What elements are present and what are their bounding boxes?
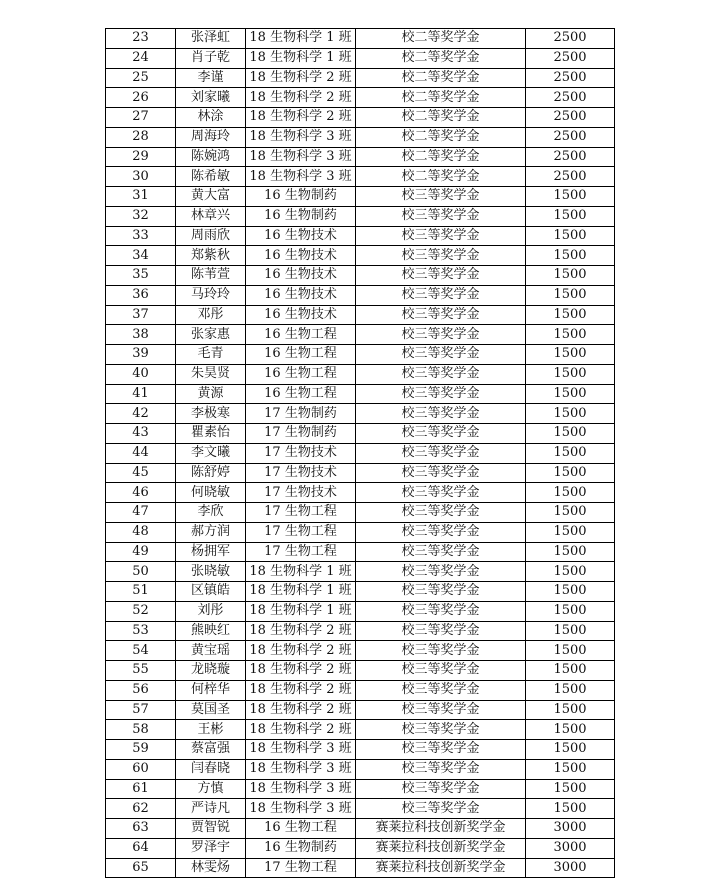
student-name-cell: 肖子乾 <box>176 48 246 68</box>
award-amount-cell: 1500 <box>526 206 615 226</box>
award-name-cell: 赛莱拉科技创新奖学金 <box>356 858 526 878</box>
row-number-cell: 34 <box>106 246 176 266</box>
class-cell: 17 生物工程 <box>246 858 356 878</box>
class-cell: 18 生物科学 2 班 <box>246 108 356 128</box>
class-cell: 16 生物工程 <box>246 384 356 404</box>
row-number-cell: 25 <box>106 68 176 88</box>
award-amount-cell: 2500 <box>526 147 615 167</box>
award-amount-cell: 1500 <box>526 364 615 384</box>
class-cell: 16 生物工程 <box>246 325 356 345</box>
student-name-cell: 严诗凡 <box>176 799 246 819</box>
row-number-cell: 46 <box>106 483 176 503</box>
row-number-cell: 57 <box>106 700 176 720</box>
class-cell: 18 生物科学 3 班 <box>246 127 356 147</box>
award-name-cell: 校三等奖学金 <box>356 226 526 246</box>
award-name-cell: 校二等奖学金 <box>356 127 526 147</box>
award-amount-cell: 1500 <box>526 246 615 266</box>
student-name-cell: 周雨欣 <box>176 226 246 246</box>
award-amount-cell: 3000 <box>526 838 615 858</box>
row-number-cell: 30 <box>106 167 176 187</box>
row-number-cell: 38 <box>106 325 176 345</box>
row-number-cell: 33 <box>106 226 176 246</box>
table-row <box>106 127 615 147</box>
award-name-cell: 校三等奖学金 <box>356 463 526 483</box>
award-name-cell: 校二等奖学金 <box>356 88 526 108</box>
table-row <box>106 759 615 779</box>
award-amount-cell: 1500 <box>526 503 615 523</box>
row-number-cell: 35 <box>106 266 176 286</box>
row-number-cell: 31 <box>106 187 176 207</box>
award-amount-cell: 1500 <box>526 522 615 542</box>
student-name-cell: 莫国圣 <box>176 700 246 720</box>
student-name-cell: 马玲玲 <box>176 285 246 305</box>
student-name-cell: 陈婉鸿 <box>176 147 246 167</box>
row-number-cell: 43 <box>106 424 176 444</box>
award-amount-cell: 1500 <box>526 601 615 621</box>
table-row <box>106 799 615 819</box>
table-row <box>106 285 615 305</box>
scholarship-table-body <box>106 29 615 878</box>
award-name-cell: 校三等奖学金 <box>356 522 526 542</box>
row-number-cell: 23 <box>106 29 176 49</box>
class-cell: 16 生物技术 <box>246 285 356 305</box>
row-number-cell: 32 <box>106 206 176 226</box>
table-row <box>106 88 615 108</box>
award-name-cell: 校三等奖学金 <box>356 424 526 444</box>
student-name-cell: 郑紫秋 <box>176 246 246 266</box>
award-amount-cell: 1500 <box>526 740 615 760</box>
award-name-cell: 校三等奖学金 <box>356 246 526 266</box>
award-amount-cell: 1500 <box>526 680 615 700</box>
table-row <box>106 364 615 384</box>
student-name-cell: 黄宝瑶 <box>176 641 246 661</box>
student-name-cell: 李欣 <box>176 503 246 523</box>
table-row <box>106 838 615 858</box>
class-cell: 18 生物科学 2 班 <box>246 680 356 700</box>
award-amount-cell: 1500 <box>526 759 615 779</box>
table-row <box>106 384 615 404</box>
award-name-cell: 校三等奖学金 <box>356 364 526 384</box>
student-name-cell: 张晓敏 <box>176 562 246 582</box>
class-cell: 18 生物科学 2 班 <box>246 720 356 740</box>
table-row <box>106 266 615 286</box>
student-name-cell: 刘彤 <box>176 601 246 621</box>
award-name-cell: 校三等奖学金 <box>356 680 526 700</box>
student-name-cell: 贾智锐 <box>176 819 246 839</box>
student-name-cell: 林涂 <box>176 108 246 128</box>
row-number-cell: 60 <box>106 759 176 779</box>
student-name-cell: 邓彤 <box>176 305 246 325</box>
award-name-cell: 校三等奖学金 <box>356 799 526 819</box>
award-amount-cell: 2500 <box>526 108 615 128</box>
award-amount-cell: 1500 <box>526 542 615 562</box>
award-amount-cell: 1500 <box>526 285 615 305</box>
award-amount-cell: 1500 <box>526 325 615 345</box>
row-number-cell: 47 <box>106 503 176 523</box>
award-amount-cell: 1500 <box>526 345 615 365</box>
award-amount-cell: 1500 <box>526 424 615 444</box>
class-cell: 17 生物工程 <box>246 522 356 542</box>
table-row <box>106 147 615 167</box>
student-name-cell: 郝方润 <box>176 522 246 542</box>
award-name-cell: 校三等奖学金 <box>356 285 526 305</box>
table-row <box>106 167 615 187</box>
table-row <box>106 226 615 246</box>
row-number-cell: 49 <box>106 542 176 562</box>
student-name-cell: 蔡富强 <box>176 740 246 760</box>
row-number-cell: 28 <box>106 127 176 147</box>
table-row <box>106 680 615 700</box>
row-number-cell: 55 <box>106 661 176 681</box>
student-name-cell: 林雯炀 <box>176 858 246 878</box>
award-name-cell: 校三等奖学金 <box>356 503 526 523</box>
class-cell: 18 生物科学 1 班 <box>246 601 356 621</box>
class-cell: 17 生物工程 <box>246 503 356 523</box>
class-cell: 16 生物技术 <box>246 246 356 266</box>
award-amount-cell: 1500 <box>526 700 615 720</box>
student-name-cell: 陈舒婷 <box>176 463 246 483</box>
class-cell: 16 生物工程 <box>246 345 356 365</box>
class-cell: 18 生物科学 3 班 <box>246 779 356 799</box>
award-name-cell: 校三等奖学金 <box>356 562 526 582</box>
award-amount-cell: 1500 <box>526 443 615 463</box>
class-cell: 18 生物科学 3 班 <box>246 147 356 167</box>
class-cell: 17 生物技术 <box>246 463 356 483</box>
class-cell: 18 生物科学 2 班 <box>246 88 356 108</box>
row-number-cell: 61 <box>106 779 176 799</box>
class-cell: 18 生物科学 1 班 <box>246 48 356 68</box>
table-row <box>106 463 615 483</box>
award-name-cell: 赛莱拉科技创新奖学金 <box>356 838 526 858</box>
student-name-cell: 张家惠 <box>176 325 246 345</box>
award-name-cell: 赛莱拉科技创新奖学金 <box>356 819 526 839</box>
award-amount-cell: 1500 <box>526 582 615 602</box>
row-number-cell: 56 <box>106 680 176 700</box>
award-name-cell: 校二等奖学金 <box>356 108 526 128</box>
table-row <box>106 522 615 542</box>
student-name-cell: 何梓华 <box>176 680 246 700</box>
class-cell: 16 生物工程 <box>246 819 356 839</box>
award-name-cell: 校三等奖学金 <box>356 700 526 720</box>
table-row <box>106 325 615 345</box>
table-row <box>106 562 615 582</box>
award-name-cell: 校二等奖学金 <box>356 68 526 88</box>
award-name-cell: 校三等奖学金 <box>356 443 526 463</box>
award-amount-cell: 1500 <box>526 226 615 246</box>
table-row <box>106 443 615 463</box>
table-row <box>106 424 615 444</box>
student-name-cell: 王彬 <box>176 720 246 740</box>
class-cell: 18 生物科学 3 班 <box>246 167 356 187</box>
award-name-cell: 校三等奖学金 <box>356 206 526 226</box>
award-name-cell: 校三等奖学金 <box>356 384 526 404</box>
award-amount-cell: 2500 <box>526 167 615 187</box>
row-number-cell: 36 <box>106 285 176 305</box>
award-amount-cell: 2500 <box>526 88 615 108</box>
row-number-cell: 24 <box>106 48 176 68</box>
class-cell: 16 生物制药 <box>246 838 356 858</box>
award-name-cell: 校二等奖学金 <box>356 147 526 167</box>
table-row <box>106 246 615 266</box>
award-name-cell: 校三等奖学金 <box>356 621 526 641</box>
table-row <box>106 305 615 325</box>
class-cell: 16 生物制药 <box>246 206 356 226</box>
award-amount-cell: 2500 <box>526 68 615 88</box>
award-amount-cell: 1500 <box>526 779 615 799</box>
table-row <box>106 779 615 799</box>
award-amount-cell: 2500 <box>526 48 615 68</box>
class-cell: 17 生物技术 <box>246 483 356 503</box>
table-row <box>106 503 615 523</box>
row-number-cell: 63 <box>106 819 176 839</box>
row-number-cell: 58 <box>106 720 176 740</box>
row-number-cell: 44 <box>106 443 176 463</box>
table-row <box>106 621 615 641</box>
row-number-cell: 42 <box>106 404 176 424</box>
class-cell: 18 生物科学 3 班 <box>246 759 356 779</box>
table-row <box>106 483 615 503</box>
award-amount-cell: 2500 <box>526 29 615 49</box>
row-number-cell: 59 <box>106 740 176 760</box>
award-name-cell: 校三等奖学金 <box>356 641 526 661</box>
student-name-cell: 林章兴 <box>176 206 246 226</box>
row-number-cell: 40 <box>106 364 176 384</box>
student-name-cell: 李谨 <box>176 68 246 88</box>
award-name-cell: 校三等奖学金 <box>356 661 526 681</box>
award-name-cell: 校二等奖学金 <box>356 29 526 49</box>
class-cell: 16 生物技术 <box>246 226 356 246</box>
student-name-cell: 杨拥军 <box>176 542 246 562</box>
row-number-cell: 48 <box>106 522 176 542</box>
student-name-cell: 黄大富 <box>176 187 246 207</box>
award-name-cell: 校三等奖学金 <box>356 305 526 325</box>
row-number-cell: 53 <box>106 621 176 641</box>
award-name-cell: 校三等奖学金 <box>356 187 526 207</box>
student-name-cell: 黄源 <box>176 384 246 404</box>
class-cell: 16 生物制药 <box>246 187 356 207</box>
table-row <box>106 661 615 681</box>
student-name-cell: 陈希敏 <box>176 167 246 187</box>
class-cell: 18 生物科学 1 班 <box>246 582 356 602</box>
table-row <box>106 601 615 621</box>
class-cell: 18 生物科学 2 班 <box>246 621 356 641</box>
class-cell: 18 生物科学 2 班 <box>246 700 356 720</box>
award-name-cell: 校三等奖学金 <box>356 542 526 562</box>
table-row <box>106 819 615 839</box>
award-amount-cell: 1500 <box>526 799 615 819</box>
student-name-cell: 罗泽宇 <box>176 838 246 858</box>
table-row <box>106 720 615 740</box>
award-name-cell: 校三等奖学金 <box>356 483 526 503</box>
class-cell: 16 生物工程 <box>246 364 356 384</box>
student-name-cell: 李极寒 <box>176 404 246 424</box>
table-row <box>106 740 615 760</box>
award-name-cell: 校三等奖学金 <box>356 404 526 424</box>
row-number-cell: 39 <box>106 345 176 365</box>
student-name-cell: 张泽虹 <box>176 29 246 49</box>
student-name-cell: 方慎 <box>176 779 246 799</box>
award-amount-cell: 1500 <box>526 483 615 503</box>
class-cell: 18 生物科学 2 班 <box>246 641 356 661</box>
award-name-cell: 校三等奖学金 <box>356 601 526 621</box>
award-name-cell: 校三等奖学金 <box>356 345 526 365</box>
class-cell: 17 生物工程 <box>246 542 356 562</box>
award-amount-cell: 1500 <box>526 305 615 325</box>
award-amount-cell: 1500 <box>526 404 615 424</box>
award-amount-cell: 1500 <box>526 266 615 286</box>
row-number-cell: 41 <box>106 384 176 404</box>
table-row <box>106 700 615 720</box>
award-name-cell: 校二等奖学金 <box>356 48 526 68</box>
award-amount-cell: 1500 <box>526 384 615 404</box>
table-row <box>106 68 615 88</box>
table-row <box>106 404 615 424</box>
student-name-cell: 陈苇萱 <box>176 266 246 286</box>
award-amount-cell: 3000 <box>526 858 615 878</box>
award-amount-cell: 1500 <box>526 562 615 582</box>
award-amount-cell: 1500 <box>526 621 615 641</box>
award-amount-cell: 1500 <box>526 187 615 207</box>
row-number-cell: 50 <box>106 562 176 582</box>
row-number-cell: 65 <box>106 858 176 878</box>
award-name-cell: 校三等奖学金 <box>356 325 526 345</box>
class-cell: 17 生物制药 <box>246 404 356 424</box>
table-row <box>106 345 615 365</box>
award-name-cell: 校三等奖学金 <box>356 759 526 779</box>
table-row <box>106 187 615 207</box>
row-number-cell: 54 <box>106 641 176 661</box>
award-amount-cell: 1500 <box>526 661 615 681</box>
award-name-cell: 校三等奖学金 <box>356 720 526 740</box>
table-row <box>106 48 615 68</box>
table-row <box>106 108 615 128</box>
student-name-cell: 龙晓璇 <box>176 661 246 681</box>
row-number-cell: 27 <box>106 108 176 128</box>
table-row <box>106 206 615 226</box>
row-number-cell: 62 <box>106 799 176 819</box>
student-name-cell: 闫春晓 <box>176 759 246 779</box>
award-amount-cell: 3000 <box>526 819 615 839</box>
class-cell: 18 生物科学 1 班 <box>246 29 356 49</box>
row-number-cell: 45 <box>106 463 176 483</box>
class-cell: 16 生物技术 <box>246 266 356 286</box>
table-row <box>106 29 615 49</box>
row-number-cell: 51 <box>106 582 176 602</box>
table-row <box>106 542 615 562</box>
award-amount-cell: 1500 <box>526 641 615 661</box>
row-number-cell: 52 <box>106 601 176 621</box>
table-row <box>106 582 615 602</box>
class-cell: 17 生物技术 <box>246 443 356 463</box>
award-name-cell: 校三等奖学金 <box>356 779 526 799</box>
table-row <box>106 858 615 878</box>
scholarship-table <box>105 28 615 878</box>
class-cell: 18 生物科学 3 班 <box>246 740 356 760</box>
student-name-cell: 刘家曦 <box>176 88 246 108</box>
class-cell: 18 生物科学 2 班 <box>246 661 356 681</box>
class-cell: 16 生物技术 <box>246 305 356 325</box>
student-name-cell: 李文曦 <box>176 443 246 463</box>
student-name-cell: 熊映红 <box>176 621 246 641</box>
class-cell: 18 生物科学 3 班 <box>246 799 356 819</box>
table-row <box>106 641 615 661</box>
row-number-cell: 29 <box>106 147 176 167</box>
row-number-cell: 26 <box>106 88 176 108</box>
student-name-cell: 何晓敏 <box>176 483 246 503</box>
award-amount-cell: 1500 <box>526 463 615 483</box>
student-name-cell: 周海玲 <box>176 127 246 147</box>
award-amount-cell: 2500 <box>526 127 615 147</box>
award-name-cell: 校三等奖学金 <box>356 582 526 602</box>
award-amount-cell: 1500 <box>526 720 615 740</box>
row-number-cell: 37 <box>106 305 176 325</box>
award-name-cell: 校二等奖学金 <box>356 167 526 187</box>
class-cell: 18 生物科学 2 班 <box>246 68 356 88</box>
award-name-cell: 校三等奖学金 <box>356 740 526 760</box>
student-name-cell: 毛青 <box>176 345 246 365</box>
student-name-cell: 区镇皓 <box>176 582 246 602</box>
student-name-cell: 朱昊贤 <box>176 364 246 384</box>
student-name-cell: 瞿素怡 <box>176 424 246 444</box>
row-number-cell: 64 <box>106 838 176 858</box>
class-cell: 17 生物制药 <box>246 424 356 444</box>
award-name-cell: 校三等奖学金 <box>356 266 526 286</box>
class-cell: 18 生物科学 1 班 <box>246 562 356 582</box>
